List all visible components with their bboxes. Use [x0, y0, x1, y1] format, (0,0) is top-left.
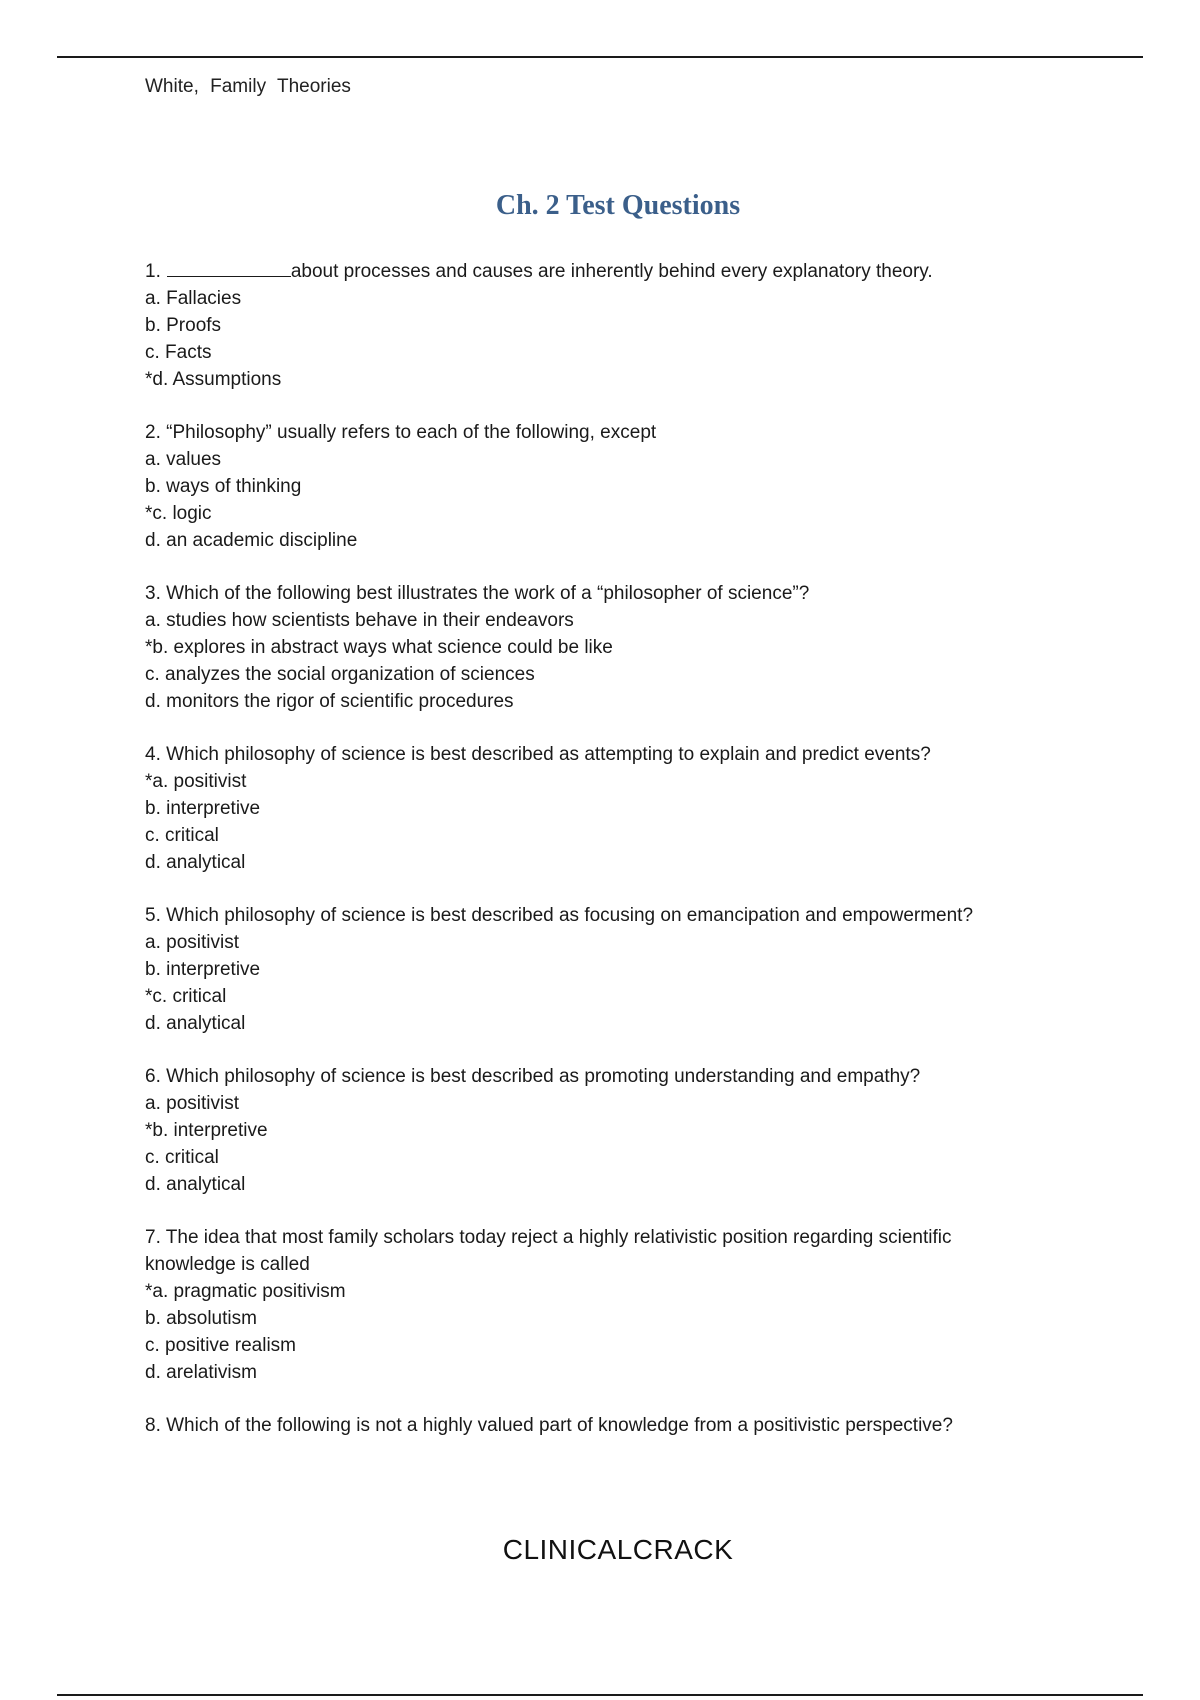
answer-option: d. analytical: [145, 852, 246, 873]
question-stem: 8. Which of the following is not a highly valued part of knowledge from a positivistic perspective?: [145, 1415, 953, 1436]
answer-option: d. monitors the rigor of scientific procedures: [145, 691, 514, 712]
question-1: [145, 258, 1045, 393]
bottom-rule: [57, 1694, 1143, 1696]
question-stem: [145, 258, 1045, 285]
question-number: 1.: [145, 261, 161, 282]
watermark-text: CLINICALCRACK: [502, 1534, 734, 1565]
correct-answer-option: *a. positivist: [145, 771, 247, 792]
correct-answer-option: *d. Assumptions: [145, 369, 282, 390]
question-stem: 2. “Philosophy” usually refers to each of the following, except: [145, 422, 657, 443]
question-stem: 4. Which philosophy of science is best described as attempting to explain and predict events?: [145, 744, 931, 765]
answer-option: b. interpretive: [145, 798, 261, 819]
question-4: [145, 741, 1045, 876]
page-header: White, Family Theories: [145, 76, 351, 97]
answer-option: c. positive realism: [145, 1335, 296, 1356]
answer-option: b. Proofs: [145, 315, 222, 336]
page-title: Ch. 2 Test Questions: [495, 190, 741, 221]
answer-option: c. analyzes the social organization of sciences: [145, 664, 535, 685]
answer-option: a. studies how scientists behave in their endeavors: [145, 610, 574, 631]
answer-option: a. positivist: [145, 1093, 239, 1114]
answer-option: b. ways of thinking: [145, 476, 302, 497]
question-7: [145, 1224, 1045, 1386]
question-6: [145, 1063, 1045, 1198]
answer-option: c. critical: [145, 825, 219, 846]
question-text: about processes and causes are inherently behind every explanatory theory.: [290, 261, 933, 282]
question-3: [145, 580, 1045, 715]
question-stem: 6. Which philosophy of science is best described as promoting understanding and empathy?: [145, 1066, 921, 1087]
question-stem: 5. Which philosophy of science is best described as focusing on emancipation and empowerment?: [145, 905, 974, 926]
question-8: [145, 1412, 1045, 1439]
answer-option: c. Facts: [145, 342, 212, 363]
question-stem: 3. Which of the following best illustrates the work of a “philosopher of science”?: [145, 583, 810, 604]
answer-option: d. an academic discipline: [145, 530, 358, 551]
correct-answer-option: *c. logic: [145, 503, 212, 524]
answer-option: d. arelativism: [145, 1362, 257, 1383]
answer-option: d. analytical: [145, 1013, 246, 1034]
question-2: [145, 419, 1045, 554]
top-rule: [57, 56, 1143, 58]
answer-option: a. positivist: [145, 932, 239, 953]
correct-answer-option: *a. pragmatic positivism: [145, 1281, 346, 1302]
question-5: [145, 902, 1045, 1037]
question-list: [145, 258, 1045, 1465]
correct-answer-option: *b. interpretive: [145, 1120, 268, 1141]
answer-option: a. values: [145, 449, 222, 470]
correct-answer-option: *b. explores in abstract ways what science could be like: [145, 637, 613, 658]
fill-in-blank: [167, 262, 291, 277]
answer-option: d. analytical: [145, 1174, 246, 1195]
answer-option: b. interpretive: [145, 959, 261, 980]
answer-option: b. absolutism: [145, 1308, 257, 1329]
answer-option: c. critical: [145, 1147, 219, 1168]
question-stem: 7. The idea that most family scholars today reject a highly relativistic position regarding scientific knowledge is called: [145, 1227, 952, 1275]
correct-answer-option: *c. critical: [145, 986, 227, 1007]
answer-option: a. Fallacies: [145, 288, 242, 309]
